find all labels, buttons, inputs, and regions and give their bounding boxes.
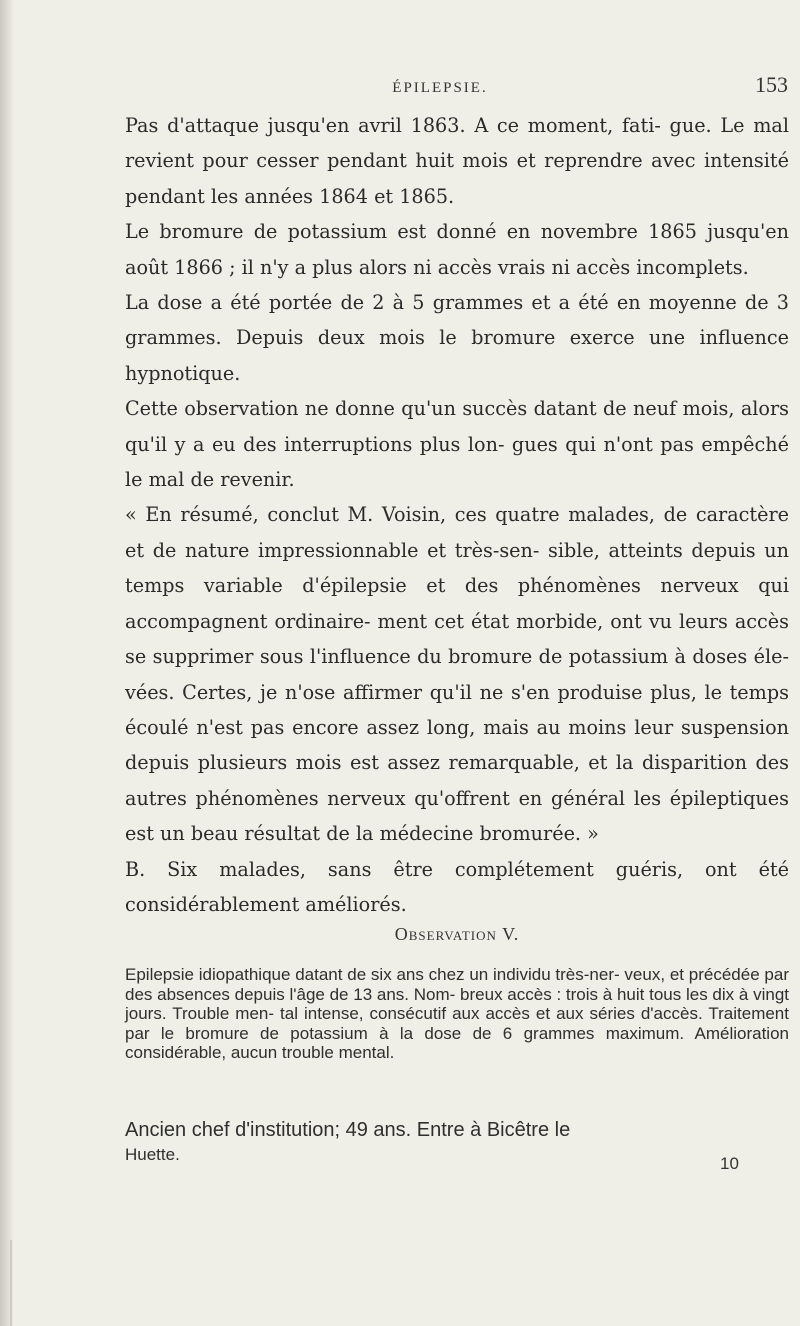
paragraph-5-quote: « En résumé, conclut M. Voisin, ces quatre malades, de caractère et de nature impressionnable et très-sen- sible, atteints depuis un temps variable d'épilepsie et des phénomènes nerveux qui accompagnent ordinaire- ment cet état morbide, ont vu leurs accès se supprimer sous l'influence du bromure de potassium à doses éle- vées. Certes, je n'ose affirmer qu'il ne s'en produise plus, le temps écoulé n'est pas encore assez long, mais au moins leur suspension depuis plusieurs mois est assez remarquable, et la disparition des autres phénomènes nerveux qu'offrent en général les épileptiques est un beau résultat de la médecine bromurée. »	[125, 503, 789, 846]
main-text	[125, 108, 789, 922]
running-title: ÉPILEPSIE.	[392, 80, 488, 96]
observation-heading: Observation V.	[394, 924, 520, 944]
paragraph-6: B. Six malades, sans être complétement guéris, ont été considérablement améliorés.	[125, 857, 789, 916]
page-gutter-shadow	[0, 0, 14, 1326]
page-header	[120, 72, 788, 102]
observation-summary: Epilepsie idiopathique datant de six ans chez un individu très-ner- veux, et précédée par des absences depuis l'âge de 13 ans. Nom- breux accès : trois à huit tous les dix à vingt jours. Trouble men- tal intense, consécutif aux accès et aux séries d'accès. Traitement par le bromure de potassium à la dose de 6 grammes maximum. Amélioration considérable, aucun trouble mental.	[125, 965, 789, 1062]
paragraph-2: Le bromure de potassium est donné en novembre 1865 jusqu'en août 1866 ; il n'y a plus alors ni accès vrais ni accès incomplets.	[125, 220, 789, 279]
paragraph-1: Pas d'attaque jusqu'en avril 1863. A ce moment, fati- gue. Le mal revient pour cesser pendant huit mois et reprendre avec intensité pendant les années 1864 et 1865.	[125, 114, 789, 208]
printer-signature-mark: 10	[720, 1154, 739, 1173]
paragraph-4: Cette observation ne donne qu'un succès datant de neuf mois, alors qu'il y a eu des interruptions plus lon- gues qui n'ont pas empêché le mal de revenir.	[125, 397, 789, 492]
patient-description: Ancien chef d'institution; 49 ans. Entre à Bicêtre le	[125, 1119, 571, 1141]
paragraph-3: La dose a été portée de 2 à 5 grammes et a été en moyenne de 3 grammes. Depuis deux mois le bromure exerce une influence hypnotique.	[125, 291, 789, 385]
page-edge-mark	[10, 1240, 12, 1326]
patient-name: Huette.	[125, 1145, 180, 1164]
page-number: 153	[755, 72, 788, 97]
